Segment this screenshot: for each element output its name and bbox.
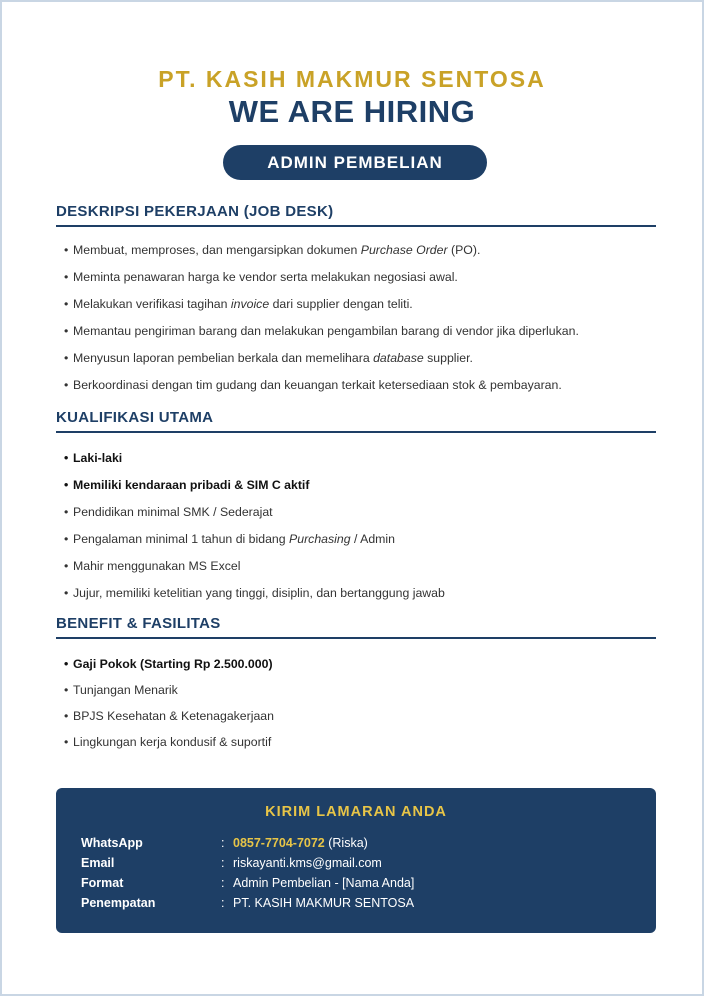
- list-item: [64, 579, 445, 606]
- text-fragment: Jujur, memiliki ketelitian yang tinggi, disiplin, dan bertanggung jawab: [73, 585, 445, 600]
- text-fragment: / Admin: [350, 531, 395, 546]
- text-fragment: Melakukan verifikasi tagihan: [73, 296, 231, 311]
- separator: :: [221, 896, 225, 910]
- list-item: [64, 344, 579, 371]
- list-item-text: [73, 243, 480, 257]
- list-item-text: [73, 709, 274, 723]
- position-badge: [223, 145, 487, 180]
- list-item-text: [73, 351, 473, 365]
- text-fragment: Lingkungan kerja kondusif & suportif: [73, 735, 272, 749]
- italic-term: Purchasing: [289, 531, 351, 546]
- list-item-text: [73, 378, 562, 392]
- bullet-icon: •: [64, 323, 69, 338]
- format-value: Admin Pembelian - [Nama Anda]: [233, 876, 415, 890]
- list-item: [64, 651, 274, 677]
- apply-row-email: [81, 854, 382, 872]
- list-item-text: [73, 505, 273, 519]
- format-label: Format: [81, 876, 124, 890]
- list-item-text: [73, 451, 122, 465]
- benefits-list: [64, 651, 274, 755]
- text-fragment: Menyusun laporan pembelian berkala dan memelihara: [73, 350, 374, 365]
- bullet-icon: •: [64, 531, 69, 546]
- text-fragment: Tunjangan Menarik: [73, 683, 178, 697]
- list-item-text: [73, 586, 445, 600]
- text-fragment: BPJS Kesehatan & Ketenagakerjaan: [73, 709, 274, 723]
- placement-label: Penempatan: [81, 896, 156, 910]
- bullet-icon: •: [64, 657, 69, 671]
- section-title-qualifications: KUALIFIKASI UTAMA: [56, 409, 656, 433]
- text-fragment: (PO).: [447, 242, 481, 257]
- apply-row-whatsapp: [81, 834, 368, 852]
- bullet-icon: •: [64, 350, 69, 365]
- text-fragment: dari supplier dengan teliti.: [269, 296, 413, 311]
- list-item-text: [73, 657, 273, 671]
- headline: WE ARE HIRING: [228, 94, 476, 129]
- text-fragment: Pengalaman minimal 1 tahun di bidang: [73, 531, 290, 546]
- list-item-text: [73, 532, 395, 546]
- apply-title: KIRIM LAMARAN ANDA: [265, 804, 447, 820]
- placement-value: PT. KASIH MAKMUR SENTOSA: [233, 896, 415, 910]
- list-item: [64, 525, 445, 552]
- list-item: [64, 371, 579, 398]
- bullet-icon: •: [64, 585, 69, 600]
- italic-term: database: [373, 350, 424, 365]
- email-value[interactable]: riskayanti.kms@gmail.com: [233, 856, 382, 870]
- list-item-text: [73, 478, 309, 492]
- text-fragment: Pendidikan minimal SMK / Sederajat: [73, 504, 273, 519]
- text-fragment: Memiliki kendaraan pribadi & SIM C aktif: [73, 477, 310, 492]
- list-item: [64, 703, 274, 729]
- text-fragment: Gaji Pokok (Starting Rp 2.500.000): [73, 657, 273, 671]
- list-item: [64, 290, 579, 317]
- text-fragment: Berkoordinasi dengan tim gudang dan keuangan terkait ketersediaan stok & pembayaran.: [73, 377, 562, 392]
- bullet-icon: •: [64, 683, 69, 697]
- bullet-icon: •: [64, 242, 69, 257]
- section-title-benefits: BENEFIT & FASILITAS: [56, 615, 656, 639]
- list-item-text: [73, 324, 579, 338]
- list-item-text: [73, 559, 240, 573]
- bullet-icon: •: [64, 709, 69, 723]
- italic-term: Purchase Order: [360, 242, 448, 257]
- list-item: [64, 317, 579, 344]
- list-item: [64, 263, 579, 290]
- list-item: [64, 236, 579, 263]
- separator: :: [221, 836, 225, 850]
- list-item: [64, 729, 274, 755]
- list-item: [64, 552, 445, 579]
- section-title-job-desk: DESKRIPSI PEKERJAAN (JOB DESK): [56, 203, 656, 227]
- italic-term: invoice: [230, 296, 270, 311]
- list-item: [64, 471, 445, 498]
- list-item-text: [73, 297, 413, 311]
- position-title: ADMIN PEMBELIAN: [267, 152, 443, 172]
- apply-row-format: [81, 874, 414, 892]
- bullet-icon: •: [64, 735, 69, 749]
- email-label: Email: [81, 856, 115, 870]
- list-item: [64, 498, 445, 525]
- text-fragment: Membuat, memproses, dan mengarsipkan dokumen: [73, 242, 361, 257]
- list-item-text: [73, 270, 458, 284]
- apply-box: [56, 788, 656, 933]
- job-desk-list: [64, 236, 579, 398]
- bullet-icon: •: [64, 269, 69, 284]
- bullet-icon: •: [64, 296, 69, 311]
- text-fragment: Mahir menggunakan MS Excel: [73, 558, 241, 573]
- list-item: [64, 444, 445, 471]
- list-item: [64, 677, 274, 703]
- whatsapp-contact: (Riska): [324, 836, 368, 850]
- text-fragment: supplier.: [423, 350, 473, 365]
- text-fragment: Memantau pengiriman barang dan melakukan pengambilan barang di vendor jika diperlukan.: [73, 323, 579, 338]
- text-fragment: Laki-laki: [73, 450, 123, 465]
- bullet-icon: •: [64, 477, 69, 492]
- whatsapp-number[interactable]: 0857-7704-7072: [233, 836, 325, 850]
- separator: :: [221, 876, 225, 890]
- list-item-text: [73, 735, 271, 749]
- apply-row-placement: [81, 894, 414, 912]
- separator: :: [221, 856, 225, 870]
- company-name: PT. KASIH MAKMUR SENTOSA: [158, 66, 546, 92]
- bullet-icon: •: [64, 377, 69, 392]
- text-fragment: Meminta penawaran harga ke vendor serta melakukan negosiasi awal.: [73, 269, 458, 284]
- whatsapp-label: WhatsApp: [81, 836, 143, 850]
- bullet-icon: •: [64, 450, 69, 465]
- qualifications-list: [64, 444, 445, 606]
- bullet-icon: •: [64, 504, 69, 519]
- bullet-icon: •: [64, 558, 69, 573]
- list-item-text: [73, 683, 178, 697]
